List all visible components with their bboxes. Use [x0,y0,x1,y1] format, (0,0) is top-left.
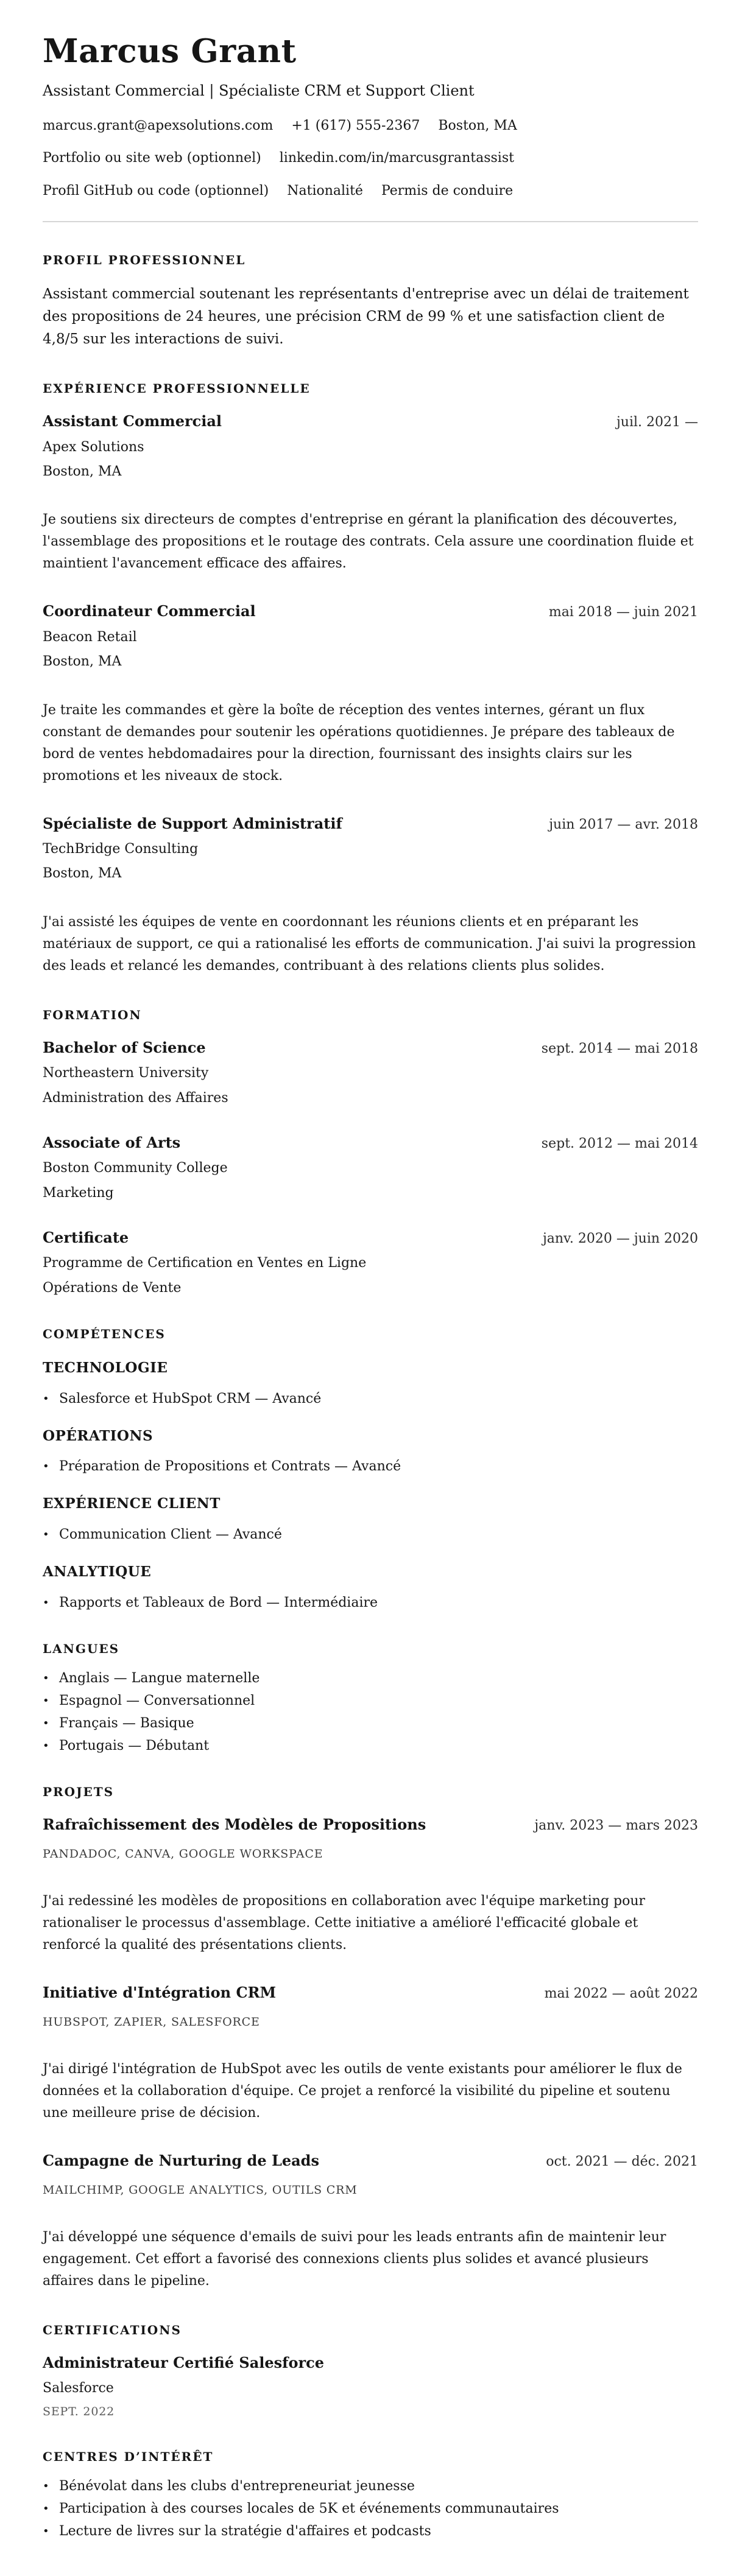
skill-list [43,1391,698,1407]
skill-category-name: EXPÉRIENCE CLIENT [43,1495,221,1512]
contact-row-misc [43,183,698,199]
job-location: Boston, MA [43,654,122,670]
section-education [43,1008,698,1297]
contact-email: marcus.grant@apexsolutions.com [43,118,274,134]
skill-category-name: TECHNOLOGIE [43,1360,168,1377]
interest-item-label: Lecture de livres sur la stratégie d'affaires et podcasts [59,2524,431,2539]
job-title: Assistant Commercial [43,412,222,430]
certification-entry [43,2354,698,2419]
project-entry [43,1984,698,2124]
interest-item [43,2479,698,2494]
skill-list [43,1595,698,1611]
project-title: Initiative d'Intégration CRM [43,1983,277,2001]
language-item-label: Espagnol — Conversationnel [59,1693,255,1708]
job-dates: juil. 2021 — [616,415,698,430]
section-profile [43,253,698,351]
field-of-study: Marketing [43,1185,114,1201]
interests-heading: CENTRES D’INTÉRÊT [43,2449,214,2465]
skills-heading: COMPÉTENCES [43,1327,166,1342]
project-title: Campagne de Nurturing de Leads [43,2151,319,2169]
project-tools: MAILCHIMP, GOOGLE ANALYTICS, OUTILS CRM [43,2183,358,2197]
skill-item-label: Préparation de Propositions et Contrats — Avancé [59,1459,401,1475]
school-name: Northeastern University [43,1065,209,1081]
job-company: TechBridge Consulting [43,841,199,857]
contact-row-primary [43,118,698,134]
bullet-icon: • [43,1694,49,1707]
project-title: Rafraîchissement des Modèles de Propositions [43,1815,426,1833]
skill-category-name: ANALYTIQUE [43,1563,152,1581]
experience-entry [43,603,698,787]
bullet-icon: • [43,1596,49,1609]
job-company: Apex Solutions [43,439,144,455]
section-certifications [43,2323,698,2419]
entry-head [43,1134,698,1152]
candidate-name: Marcus Grant [43,32,297,70]
education-entry [43,1229,698,1296]
job-dates: juin 2017 — avr. 2018 [549,816,698,832]
job-description: Je soutiens six directeurs de comptes d'entreprise en gérant la planification des découvertes, l'assemblage des propositions et le routage des contrats. Cela assure une coordination fluide et maintient l'avancement efficace des affaires. [43,512,694,572]
skill-item [43,1595,698,1611]
contact-github: Profil GitHub ou code (optionnel) [43,183,269,198]
job-title: Spécialiste de Support Administratif [43,814,342,832]
degree-title: Associate of Arts [43,1133,181,1151]
entry-head [43,1984,698,2002]
project-tools: HUBSPOT, ZAPIER, SALESFORCE [43,2015,260,2029]
job-title: Coordinateur Commercial [43,602,256,620]
section-experience [43,381,698,977]
project-description: J'ai dirigé l'intégration de HubSpot avec les outils de vente existants pour améliorer le flux de données et la collaboration d'équipe. Ce projet a renforcé la visibilité du pipeline et soutenu une meilleure prise de décision. [43,2061,682,2121]
language-item [43,1716,698,1732]
degree-dates: sept. 2012 — mai 2014 [541,1135,698,1151]
language-item-label: Anglais — Langue maternelle [59,1670,260,1686]
interest-item-label: Bénévolat dans les clubs d'entrepreneuriat jeunesse [59,2479,415,2494]
school-name: Programme de Certification en Ventes en Ligne [43,1255,367,1271]
interest-item [43,2524,698,2539]
project-entry [43,1816,698,1956]
project-description: J'ai redessiné les modèles de propositions en collaboration avec l'équipe marketing pour rationaliser le processus d'assemblage. Cette initiative a amélioré l'efficacité globale et renforcé la qualité des présentations clients. [43,1893,646,1953]
section-skills [43,1327,698,1610]
skill-item-label: Communication Client — Avancé [59,1527,282,1543]
entry-head [43,413,698,430]
contact-phone: +1 (617) 555-2367 [291,118,420,134]
interest-item [43,2501,698,2517]
section-interests [43,2449,698,2539]
school-name: Boston Community College [43,1160,228,1176]
degree-title: Bachelor of Science [43,1038,206,1056]
skill-category [43,1563,698,1611]
job-location: Boston, MA [43,866,122,882]
bullet-icon: • [43,2480,49,2493]
contact-nationality: Nationalité [287,183,363,198]
degree-title: Certificate [43,1229,129,1247]
contact-driving-license: Permis de conduire [381,183,514,198]
skill-item [43,1459,698,1475]
education-heading: FORMATION [43,1007,142,1022]
contact-block [43,118,698,199]
certification-title: Administrateur Certifié Salesforce [43,2354,325,2372]
project-dates: oct. 2021 — déc. 2021 [546,2153,698,2169]
skill-category [43,1360,698,1407]
language-item-label: Français — Basique [59,1715,194,1731]
project-tools: PANDADOC, CANVA, GOOGLE WORKSPACE [43,1847,323,1861]
job-description: J'ai assisté les équipes de vente en coordonnant les réunions clients et en préparant les matériaux de support, ce qui a rationalisé les efforts de communication. J'ai suivi la progression des leads et relancé les demandes, contribuant à des relations clients plus solides. [43,914,696,974]
language-item [43,1671,698,1686]
language-list [43,1671,698,1754]
skill-category [43,1495,698,1543]
bullet-icon: • [43,1528,49,1542]
job-location: Boston, MA [43,463,122,479]
bullet-icon: • [43,1392,49,1405]
bullet-icon: • [43,2525,49,2538]
project-dates: mai 2022 — août 2022 [544,1985,698,2001]
skill-list [43,1459,698,1475]
certifications-heading: CERTIFICATIONS [43,2323,182,2338]
projects-heading: PROJETS [43,1784,115,1799]
section-languages [43,1641,698,1754]
education-entry [43,1134,698,1201]
skill-item [43,1391,698,1407]
degree-dates: sept. 2014 — mai 2018 [541,1041,698,1056]
contact-portfolio: Portfolio ou site web (optionnel) [43,150,261,166]
contact-row-web [43,150,698,166]
project-description: J'ai développé une séquence d'emails de suivi pour les leads entrants afin de maintenir leur engagement. Cet effort a favorisé des connexions clients plus solides et avancé plusieurs affaires dans le pipeline. [43,2230,666,2289]
degree-dates: janv. 2020 — juin 2020 [542,1231,698,1247]
interest-list [43,2479,698,2539]
education-entry [43,1039,698,1106]
bullet-icon: • [43,2502,49,2516]
certification-date: SEPT. 2022 [43,2405,115,2419]
job-dates: mai 2018 — juin 2021 [548,605,698,620]
skill-category [43,1428,698,1475]
skill-category-name: OPÉRATIONS [43,1427,154,1444]
skill-item-label: Salesforce et HubSpot CRM — Avancé [59,1391,322,1406]
bullet-icon: • [43,1671,49,1685]
entry-head [43,2152,698,2170]
entry-head [43,603,698,620]
languages-heading: LANGUES [43,1641,120,1656]
language-item [43,1738,698,1754]
experience-entry [43,413,698,575]
skill-item [43,1527,698,1543]
project-dates: janv. 2023 — mars 2023 [534,1817,698,1833]
bullet-icon: • [43,1739,49,1752]
job-description: Je traite les commandes et gère la boîte de réception des ventes internes, gérant un flux constant de demandes pour soutenir les opérations quotidiennes. Je prépare des tableaux de bord de ventes hebdomadaires pour la direction, fournissant des insights clairs sur les promotions et les niveaux de stock. [43,702,675,784]
section-projects [43,1785,698,2293]
entry-head [43,1816,698,1834]
entry-head [43,1229,698,1247]
resume-header [43,34,698,199]
candidate-title: Assistant Commercial | Spécialiste CRM et Support Client [43,82,475,100]
bullet-icon: • [43,1460,49,1473]
experience-heading: EXPÉRIENCE PROFESSIONNELLE [43,381,311,396]
certification-issuer: Salesforce [43,2380,114,2396]
language-item [43,1693,698,1709]
skill-item-label: Rapports et Tableaux de Bord — Intermédiaire [59,1595,378,1610]
field-of-study: Opérations de Vente [43,1280,182,1296]
interest-item-label: Participation à des courses locales de 5K et événements communautaires [59,2501,559,2517]
contact-location: Boston, MA [438,118,517,134]
entry-head [43,815,698,833]
field-of-study: Administration des Affaires [43,1090,228,1106]
bullet-icon: • [43,1716,49,1730]
language-item-label: Portugais — Débutant [59,1738,210,1753]
profile-heading: PROFIL PROFESSIONNEL [43,253,246,268]
profile-summary: Assistant commercial soutenant les représentants d'entreprise avec un délai de traitement des propositions de 24 heures, une précision CRM de 99 % et une satisfaction client de 4,8/5 sur les interactions de suivi. [43,286,689,348]
skill-list [43,1527,698,1543]
header-divider [43,221,698,222]
entry-head [43,1039,698,1057]
job-company: Beacon Retail [43,629,137,645]
experience-entry [43,815,698,977]
project-entry [43,2152,698,2292]
contact-linkedin: linkedin.com/in/marcusgrantassist [279,150,514,166]
